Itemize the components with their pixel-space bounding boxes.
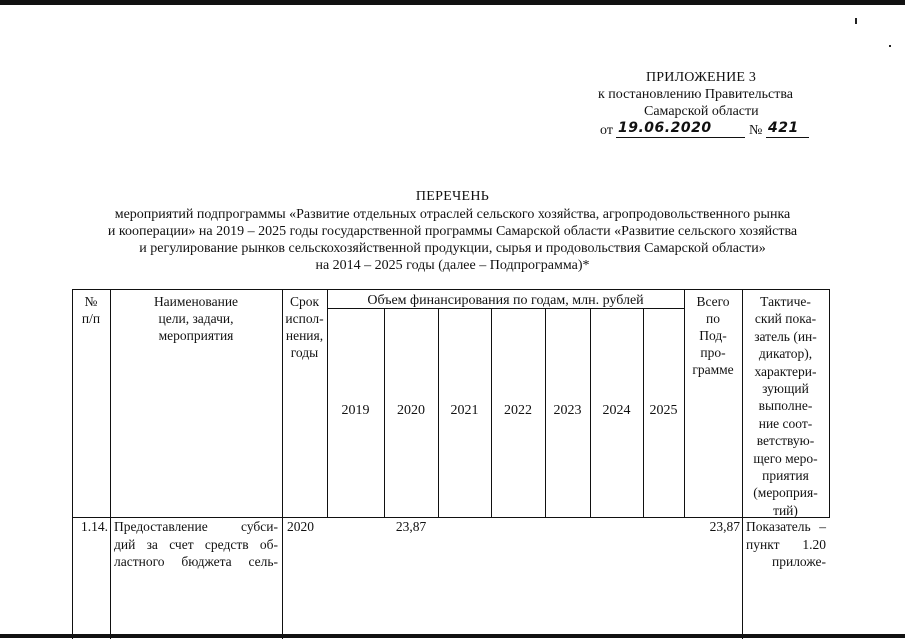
row-num: 1.14. — [81, 519, 108, 534]
header-year-2022: 2022 — [504, 403, 532, 418]
header-year-2023: 2023 — [553, 403, 582, 418]
annex-region-line: Самарской области — [644, 104, 759, 119]
annex-decree-line: к постановлению Правительства — [598, 87, 794, 102]
document-subtitle-line: и регулирование рынков сельскохозяйственной продукции, сырья и продовольствия Самарской области» — [139, 241, 766, 256]
header-num: № п/п — [81, 294, 101, 326]
number-label: № — [749, 123, 763, 138]
header-year-2020: 2020 — [397, 403, 425, 418]
table-border-top — [72, 289, 829, 290]
header-year-2025: 2025 — [649, 403, 678, 418]
scan-bottom-border — [0, 634, 905, 638]
header-funding: Объем финансирования по годам, млн. рублей — [367, 293, 644, 308]
document-subtitle-line: мероприятий подпрограммы «Развитие отдельных отраслей сельского хозяйства, агропродовольственного рынка — [114, 207, 791, 222]
scan-speck — [889, 45, 891, 47]
header-year-2024: 2024 — [602, 403, 631, 418]
row-name: Предоставление субси- дий за счет средств об- ластного бюджета сель- — [114, 519, 278, 569]
document-subtitle-line: и кооперации» на 2019 – 2025 годы государственной программы Самарской области «Развитие сельского хозяйства — [107, 224, 798, 239]
document-title: ПЕРЕЧЕНЬ — [415, 189, 490, 204]
row-indicator: Показатель – пункт 1.20 приложе- — [746, 519, 826, 569]
handwritten-date: 19.06.2020 — [618, 120, 712, 136]
annex-title: ПРИЛОЖЕНИЕ 3 — [646, 70, 757, 85]
row-total: 23,87 — [709, 519, 740, 534]
annex-date-number-line — [600, 120, 815, 140]
table-border-right — [829, 289, 830, 518]
handwritten-number: 421 — [768, 120, 799, 136]
document-subtitle-line: на 2014 – 2025 годы (далее – Подпрограмма)* — [315, 258, 590, 273]
header-year-2019: 2019 — [341, 403, 370, 418]
scan-top-border — [0, 0, 905, 5]
header-name: Наименование цели, задачи, мероприятия — [153, 294, 239, 343]
from-label: от — [600, 123, 613, 138]
scan-speck — [855, 18, 857, 24]
header-total: Всего по Под- про- грамме — [692, 294, 734, 377]
header-indicator: Тактиче- ский пока- затель (ин- дикатор), характери- зующий выполне- ние соот- ветствую- щего меро- приятия (мероприя- тий) — [753, 294, 818, 518]
header-term: Срок испол- нения, годы — [285, 294, 324, 360]
header-year-2021: 2021 — [450, 403, 479, 418]
number-underline — [766, 137, 809, 138]
date-underline — [616, 137, 745, 138]
row-term: 2020 — [287, 519, 314, 534]
row-value-2020: 23,87 — [395, 519, 427, 534]
table-border-left — [72, 289, 73, 639]
